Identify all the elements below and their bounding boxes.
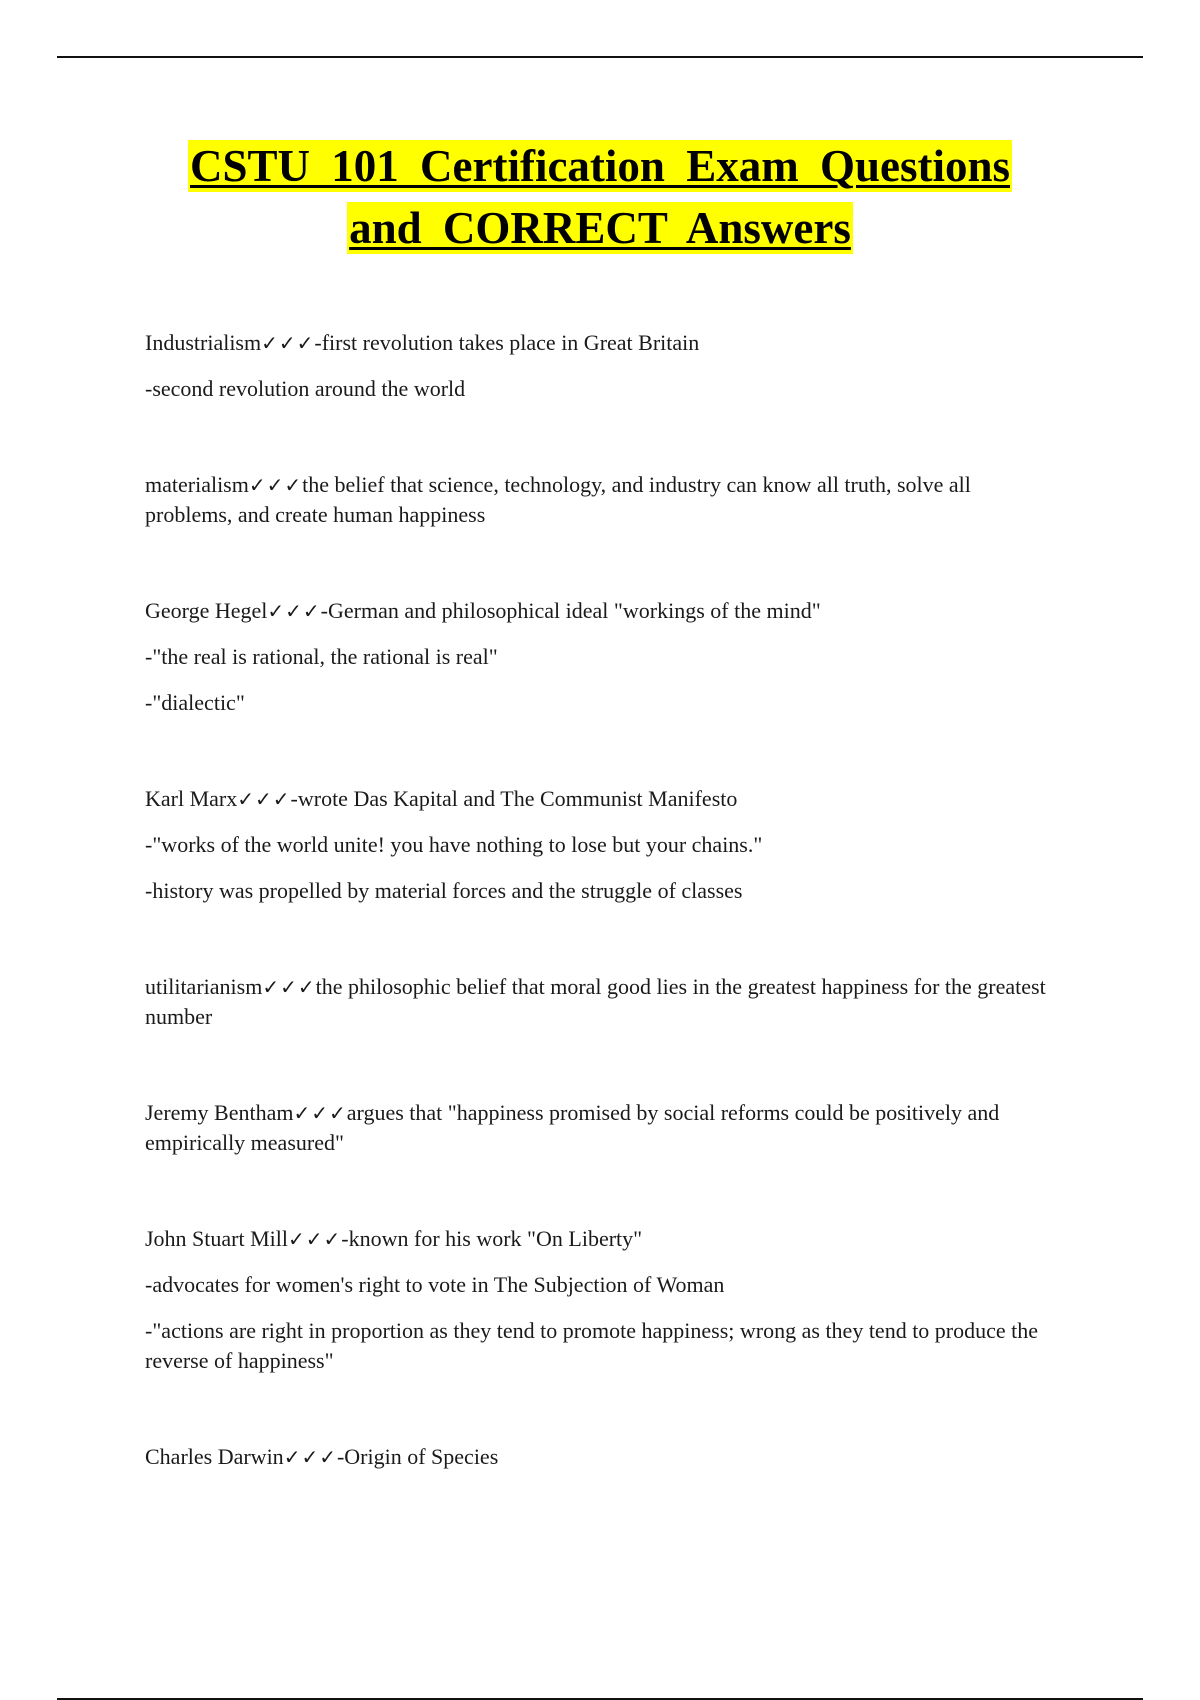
qa-entry bbox=[145, 1098, 1060, 1158]
entry-term: Jeremy Bentham bbox=[145, 1100, 294, 1125]
entry-line bbox=[145, 1224, 1060, 1254]
entry-term: Charles Darwin bbox=[145, 1444, 284, 1469]
title-line-2: and CORRECT Answers bbox=[349, 203, 851, 253]
entry-line: -"actions are right in proportion as they tend to promote happiness; wrong as they tend to produce the reverse of happiness" bbox=[145, 1318, 1039, 1373]
entry-line bbox=[145, 1098, 1060, 1158]
document-title bbox=[0, 140, 1200, 264]
top-rule bbox=[57, 56, 1143, 58]
qa-entry bbox=[145, 596, 1060, 718]
qa-entry bbox=[145, 470, 1060, 530]
entry-line: -"works of the world unite! you have nothing to lose but your chains." bbox=[145, 832, 763, 857]
qa-entry bbox=[145, 972, 1060, 1032]
title-line-1: CSTU 101 Certification Exam Questions bbox=[190, 141, 1010, 191]
check-marks: ✓✓✓ bbox=[261, 331, 315, 355]
entry-term: Industrialism bbox=[145, 330, 262, 355]
entry-answer: the belief that science, technology, and industry can know all truth, solve all problems, and create human happiness bbox=[145, 472, 971, 527]
qa-list bbox=[145, 328, 1060, 1538]
entry-line bbox=[145, 596, 1060, 626]
entry-answer: -known for his work "On Liberty" bbox=[341, 1226, 643, 1251]
entry-term: Karl Marx bbox=[145, 786, 238, 811]
qa-entry bbox=[145, 784, 1060, 906]
entry-line: -second revolution around the world bbox=[145, 376, 466, 401]
entry-answer: -first revolution takes place in Great Britain bbox=[314, 330, 700, 355]
entry-answer: -wrote Das Kapital and The Communist Manifesto bbox=[290, 786, 738, 811]
check-marks: ✓✓✓ bbox=[283, 1445, 337, 1469]
check-marks: ✓✓✓ bbox=[267, 599, 321, 623]
entry-answer: -Origin of Species bbox=[336, 1444, 499, 1469]
check-marks: ✓✓✓ bbox=[262, 975, 316, 999]
qa-entry bbox=[145, 1224, 1060, 1376]
check-marks: ✓✓✓ bbox=[288, 1227, 342, 1251]
entry-line: -"the real is rational, the rational is real" bbox=[145, 644, 498, 669]
qa-entry bbox=[145, 1442, 1060, 1472]
entry-answer: argues that "happiness promised by social reforms could be positively and empirically measured" bbox=[145, 1100, 1000, 1155]
entry-term: materialism bbox=[145, 472, 249, 497]
check-marks: ✓✓✓ bbox=[248, 473, 303, 497]
entry-term: John Stuart Mill bbox=[145, 1226, 289, 1251]
entry-line bbox=[145, 784, 1060, 814]
check-marks: ✓✓✓ bbox=[293, 1101, 347, 1125]
entry-term: utilitarianism bbox=[145, 974, 263, 999]
entry-line bbox=[145, 1442, 1060, 1472]
entry-answer: -German and philosophical ideal "workings of the mind" bbox=[320, 598, 821, 623]
entry-answer: the philosophic belief that moral good lies in the greatest happiness for the greatest number bbox=[145, 974, 1046, 1029]
entry-line: -advocates for women's right to vote in The Subjection of Woman bbox=[145, 1272, 725, 1297]
qa-entry bbox=[145, 328, 1060, 404]
entry-line: -history was propelled by material forces and the struggle of classes bbox=[145, 878, 743, 903]
entry-line bbox=[145, 328, 1060, 358]
entry-line bbox=[145, 972, 1060, 1032]
entry-line bbox=[145, 470, 1060, 530]
entry-line: -"dialectic" bbox=[145, 690, 245, 715]
check-marks: ✓✓✓ bbox=[237, 787, 291, 811]
entry-term: George Hegel bbox=[145, 598, 268, 623]
